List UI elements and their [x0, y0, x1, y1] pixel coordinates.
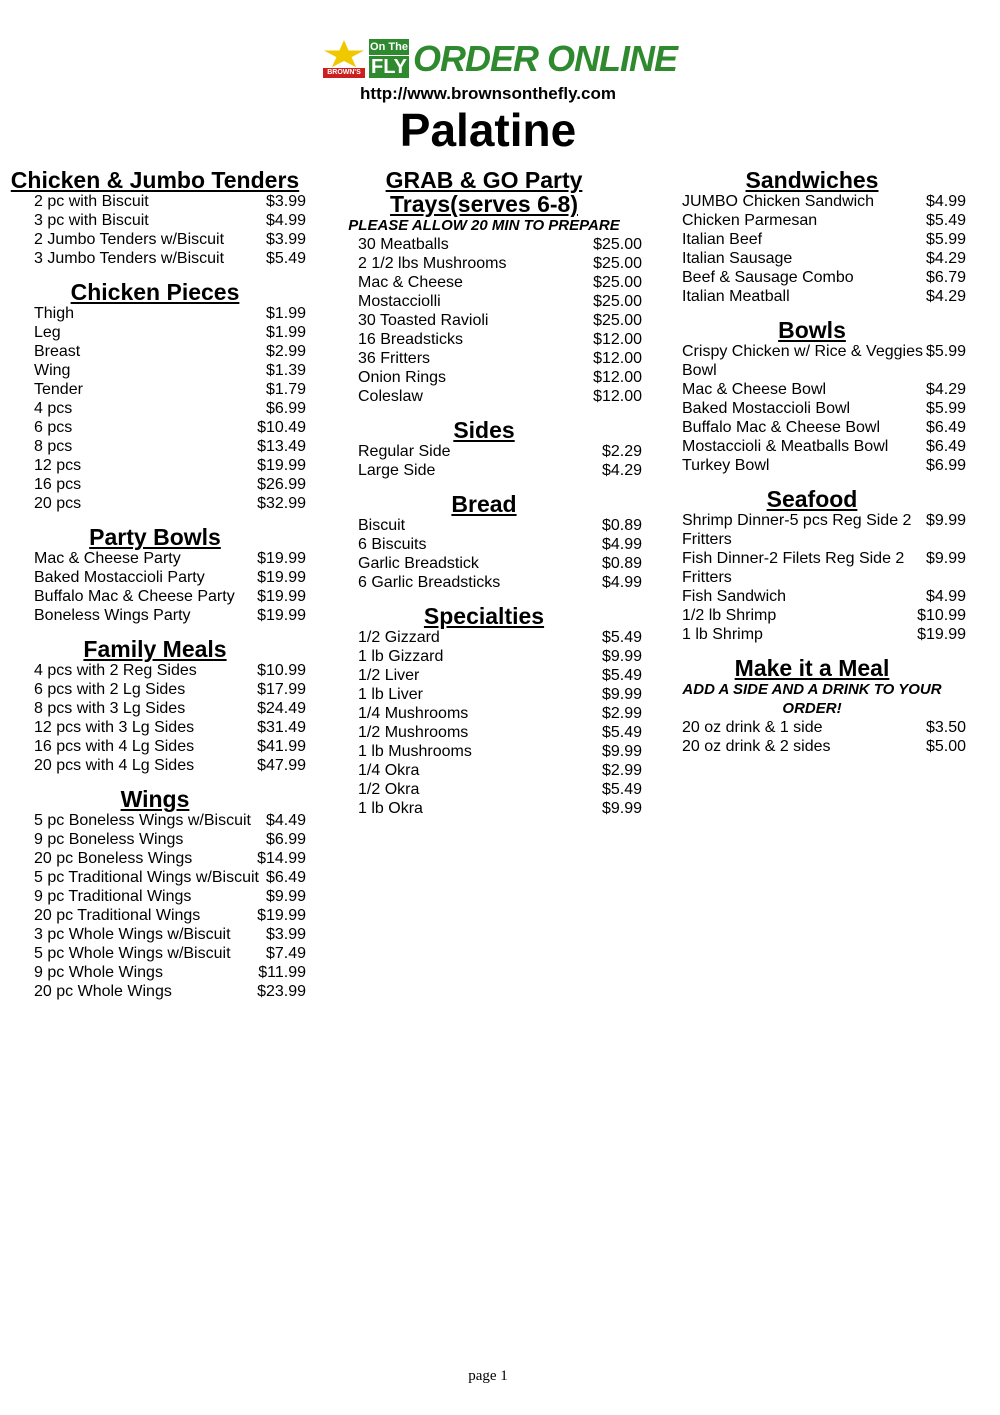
menu-item — [322, 573, 646, 592]
item-name: 1 lb Liver — [358, 686, 423, 703]
item-price: $3.99 — [265, 231, 306, 248]
item-name: Mostaccioli & Meatballs Bowl — [682, 438, 889, 455]
item-price: $2.99 — [265, 343, 306, 360]
menu-item — [0, 718, 310, 737]
section-title: Chicken Pieces — [70, 279, 240, 305]
item-name: 20 oz drink & 2 sides — [682, 738, 831, 755]
item-name: Tender — [34, 381, 83, 398]
menu-section — [656, 487, 968, 644]
menu-section — [656, 168, 968, 306]
menu-section — [322, 418, 646, 480]
item-name: 1/2 lb Shrimp — [682, 607, 777, 624]
menu-column-right — [656, 168, 968, 768]
section-title: Seafood — [766, 486, 858, 512]
item-name: Chicken Parmesan — [682, 212, 818, 229]
menu-item — [0, 680, 310, 699]
menu-item — [656, 342, 968, 380]
menu-item — [322, 235, 646, 254]
menu-item — [0, 342, 310, 361]
menu-item — [0, 230, 310, 249]
item-name: 1/4 Okra — [358, 762, 420, 779]
menu-item — [322, 761, 646, 780]
menu-column-left — [0, 168, 310, 1013]
item-price: $5.99 — [925, 231, 966, 248]
menu-item — [0, 737, 310, 756]
menu-item — [322, 461, 646, 480]
item-name: Coleslaw — [358, 388, 423, 405]
menu-item — [322, 254, 646, 273]
item-price: $17.99 — [257, 681, 306, 698]
item-price: $11.99 — [258, 964, 306, 981]
item-name: 20 pcs — [34, 495, 82, 512]
item-price: $6.99 — [265, 831, 306, 848]
item-name: 6 Biscuits — [358, 536, 427, 553]
item-price: $24.49 — [257, 700, 306, 717]
item-price: $6.99 — [925, 457, 966, 474]
section-title: Make it a Meal — [734, 655, 890, 681]
item-price: $4.99 — [265, 212, 306, 229]
item-price: $10.49 — [257, 419, 306, 436]
item-name: 16 pcs — [34, 476, 82, 493]
item-price: $1.79 — [265, 381, 306, 398]
item-price: $4.99 — [925, 588, 966, 605]
item-name: 1 lb Shrimp — [682, 626, 763, 643]
item-name: 1/2 Mushrooms — [358, 724, 469, 741]
menu-item — [322, 554, 646, 573]
section-title: Family Meals — [83, 636, 227, 662]
item-name: Crispy Chicken w/ Rice & Veggies Bowl — [682, 343, 923, 379]
menu-item — [0, 399, 310, 418]
item-name: Boneless Wings Party — [34, 607, 191, 624]
item-name: 2 1/2 lbs Mushrooms — [358, 255, 507, 272]
item-price: $12.00 — [593, 369, 642, 386]
item-price: $25.00 — [593, 255, 642, 272]
item-price: $3.99 — [265, 926, 306, 943]
menu-item — [656, 399, 968, 418]
item-price: $41.99 — [257, 738, 306, 755]
item-price: $0.89 — [601, 555, 642, 572]
menu-item — [656, 268, 968, 287]
item-name: 12 pcs with 3 Lg Sides — [34, 719, 195, 736]
menu-item — [322, 723, 646, 742]
item-price: $6.49 — [265, 869, 306, 886]
menu-item — [0, 418, 310, 437]
item-price: $6.49 — [925, 438, 966, 455]
item-price: $2.99 — [601, 705, 642, 722]
menu-section — [322, 492, 646, 592]
menu-item — [322, 330, 646, 349]
brand-star-icon — [323, 40, 365, 78]
menu-item — [322, 442, 646, 461]
section-title: Wings — [120, 786, 190, 812]
logo-brand-text: BROWN'S — [327, 69, 361, 76]
item-price: $19.99 — [257, 550, 306, 567]
page-number: page 1 — [468, 1368, 508, 1384]
item-price: $1.99 — [265, 305, 306, 322]
item-name: 1/2 Okra — [358, 781, 420, 798]
item-price: $12.00 — [593, 350, 642, 367]
menu-item — [322, 535, 646, 554]
item-name: Baked Mostaccioli Bowl — [682, 400, 851, 417]
menu-item — [0, 849, 310, 868]
menu-item — [0, 456, 310, 475]
item-name: Wing — [34, 362, 71, 379]
section-title: GRAB & GO Party Trays(serves 6-8) — [385, 167, 583, 217]
item-name: 8 pcs — [34, 438, 73, 455]
item-price: $4.29 — [925, 381, 966, 398]
menu-item — [0, 304, 310, 323]
item-name: 3 pc Whole Wings w/Biscuit — [34, 926, 231, 943]
menu-item — [322, 685, 646, 704]
menu-item — [0, 549, 310, 568]
item-name: 3 pc with Biscuit — [34, 212, 149, 229]
item-price: $6.99 — [265, 400, 306, 417]
item-price: $5.00 — [925, 738, 966, 755]
item-name: Shrimp Dinner-5 pcs Reg Side 2 Fritters — [682, 512, 912, 548]
item-name: Mostacciolli — [358, 293, 441, 310]
item-price: $5.49 — [601, 724, 642, 741]
item-price: $6.79 — [925, 269, 966, 286]
menu-section — [0, 525, 310, 625]
menu-item — [0, 475, 310, 494]
item-name: 30 Meatballs — [358, 236, 449, 253]
item-price: $12.00 — [593, 388, 642, 405]
menu-item — [0, 323, 310, 342]
menu-item — [656, 511, 968, 549]
website-url[interactable]: http://www.brownsonthefly.com — [360, 84, 616, 103]
item-price: $3.99 — [265, 193, 306, 210]
section-title: Chicken & Jumbo Tenders — [10, 167, 300, 193]
item-name: 6 pcs with 2 Lg Sides — [34, 681, 186, 698]
order-online-logo — [323, 38, 678, 80]
item-name: 2 pc with Biscuit — [34, 193, 149, 210]
menu-item — [322, 780, 646, 799]
item-name: Onion Rings — [358, 369, 447, 386]
item-price: $19.99 — [917, 626, 966, 643]
item-price: $9.99 — [601, 686, 642, 703]
item-name: Garlic Breadstick — [358, 555, 479, 572]
menu-item — [0, 887, 310, 906]
item-price: $5.99 — [925, 400, 966, 417]
item-name: 20 pc Whole Wings — [34, 983, 172, 1000]
item-price: $6.49 — [925, 419, 966, 436]
menu-section — [322, 604, 646, 818]
menu-item — [656, 192, 968, 211]
item-name: Large Side — [358, 462, 436, 479]
section-title: Party Bowls — [89, 524, 221, 550]
menu-item — [656, 456, 968, 475]
item-price: $7.49 — [265, 945, 306, 962]
section-note: PLEASE ALLOW 20 MIN TO PREPARE — [348, 217, 620, 234]
item-price: $4.99 — [601, 574, 642, 591]
item-price: $5.49 — [601, 667, 642, 684]
item-name: Beef & Sausage Combo — [682, 269, 854, 286]
item-price: $0.89 — [601, 517, 642, 534]
menu-section — [0, 280, 310, 513]
item-price: $2.29 — [601, 443, 642, 460]
menu-item — [322, 742, 646, 761]
item-price: $10.99 — [257, 662, 306, 679]
item-name: Buffalo Mac & Cheese Bowl — [682, 419, 881, 436]
item-name: 9 pc Traditional Wings — [34, 888, 192, 905]
menu-item — [0, 587, 310, 606]
menu-section — [656, 656, 968, 756]
menu-item — [0, 568, 310, 587]
item-price: $5.49 — [925, 212, 966, 229]
item-name: 1 lb Okra — [358, 800, 423, 817]
menu-item — [0, 944, 310, 963]
item-price: $47.99 — [257, 757, 306, 774]
menu-item — [656, 287, 968, 306]
item-name: 4 pcs with 2 Reg Sides — [34, 662, 197, 679]
item-name: 20 pc Traditional Wings — [34, 907, 201, 924]
item-name: 2 Jumbo Tenders w/Biscuit — [34, 231, 225, 248]
item-name: Mac & Cheese Party — [34, 550, 181, 567]
item-price: $25.00 — [593, 274, 642, 291]
item-name: 8 pcs with 3 Lg Sides — [34, 700, 186, 717]
item-price: $4.29 — [925, 250, 966, 267]
item-name: 5 pc Boneless Wings w/Biscuit — [34, 812, 251, 829]
section-note: ADD A SIDE AND A DRINK TO YOUR ORDER! — [682, 681, 942, 717]
item-name: JUMBO Chicken Sandwich — [682, 193, 875, 210]
item-price: $19.99 — [257, 607, 306, 624]
item-name: 20 pc Boneless Wings — [34, 850, 193, 867]
item-price: $25.00 — [593, 293, 642, 310]
menu-item — [0, 756, 310, 775]
menu-item — [322, 368, 646, 387]
item-price: $9.99 — [925, 550, 966, 567]
item-name: 9 pc Whole Wings — [34, 964, 163, 981]
item-name: Mac & Cheese — [358, 274, 463, 291]
item-name: 1/2 Liver — [358, 667, 420, 684]
menu-item — [322, 349, 646, 368]
menu-item — [322, 311, 646, 330]
menu-item — [322, 387, 646, 406]
item-name: 1 lb Gizzard — [358, 648, 444, 665]
item-name: 4 pcs — [34, 400, 73, 417]
item-name: Buffalo Mac & Cheese Party — [34, 588, 235, 605]
menu-item — [656, 211, 968, 230]
item-price: $9.99 — [601, 743, 642, 760]
menu-item — [656, 549, 968, 587]
menu-item — [322, 273, 646, 292]
item-name: 9 pc Boneless Wings — [34, 831, 184, 848]
menu-item — [0, 699, 310, 718]
item-price: $10.99 — [917, 607, 966, 624]
menu-item — [322, 799, 646, 818]
item-name: Leg — [34, 324, 61, 341]
logo-fly-text: FLY — [369, 56, 409, 78]
item-price: $5.49 — [601, 781, 642, 798]
item-name: Thigh — [34, 305, 75, 322]
item-name: 30 Toasted Ravioli — [358, 312, 489, 329]
menu-item — [0, 211, 310, 230]
menu-item — [0, 868, 310, 887]
item-price: $25.00 — [593, 312, 642, 329]
menu-section — [0, 637, 310, 775]
menu-item — [0, 437, 310, 456]
item-name: Turkey Bowl — [682, 457, 770, 474]
item-name: 6 pcs — [34, 419, 73, 436]
item-name: Biscuit — [358, 517, 406, 534]
section-title: Sandwiches — [745, 167, 879, 193]
menu-item — [656, 606, 968, 625]
section-title: Specialties — [423, 603, 545, 629]
item-price: $4.49 — [265, 812, 306, 829]
menu-item — [0, 192, 310, 211]
menu-section — [322, 168, 646, 406]
item-name: Italian Beef — [682, 231, 763, 248]
menu-column-center — [322, 168, 646, 830]
logo-order-online-text: ORDER ONLINE — [413, 38, 678, 79]
menu-item — [0, 606, 310, 625]
menu-item — [656, 418, 968, 437]
logo-on-the-text: On The — [370, 41, 408, 53]
menu-item — [656, 230, 968, 249]
menu-item — [656, 625, 968, 644]
menu-item — [322, 704, 646, 723]
menu-item — [656, 587, 968, 606]
menu-item — [322, 628, 646, 647]
item-name: 1/4 Mushrooms — [358, 705, 469, 722]
item-name: 5 pc Whole Wings w/Biscuit — [34, 945, 231, 962]
item-price: $9.99 — [601, 648, 642, 665]
item-price: $9.99 — [601, 800, 642, 817]
item-price: $4.99 — [601, 536, 642, 553]
item-name: Regular Side — [358, 443, 451, 460]
item-price: $2.99 — [601, 762, 642, 779]
item-name: Fish Dinner-2 Filets Reg Side 2 Fritters — [682, 550, 905, 586]
section-title: Sides — [453, 417, 515, 443]
menu-item — [656, 249, 968, 268]
section-title: Bread — [451, 491, 517, 517]
menu-item — [656, 380, 968, 399]
item-price: $9.99 — [925, 512, 966, 529]
item-price: $13.49 — [257, 438, 306, 455]
item-price: $9.99 — [265, 888, 306, 905]
item-name: 20 pcs with 4 Lg Sides — [34, 757, 195, 774]
item-price: $5.99 — [925, 343, 966, 360]
item-name: 16 pcs with 4 Lg Sides — [34, 738, 195, 755]
item-price: $5.49 — [601, 629, 642, 646]
item-name: 36 Fritters — [358, 350, 431, 367]
item-price: $32.99 — [257, 495, 306, 512]
item-price: $4.99 — [925, 193, 966, 210]
item-price: $4.29 — [601, 462, 642, 479]
menu-item — [0, 811, 310, 830]
menu-section — [0, 168, 310, 268]
item-name: 20 oz drink & 1 side — [682, 719, 823, 736]
item-price: $25.00 — [593, 236, 642, 253]
menu-item — [656, 437, 968, 456]
item-price: $4.29 — [925, 288, 966, 305]
menu-item — [322, 666, 646, 685]
item-name: 6 Garlic Breadsticks — [358, 574, 501, 591]
item-name: 5 pc Traditional Wings w/Biscuit — [34, 869, 259, 886]
menu-item — [0, 925, 310, 944]
item-name: Breast — [34, 343, 81, 360]
item-price: $12.00 — [593, 331, 642, 348]
item-price: $14.99 — [257, 850, 306, 867]
item-name: Fish Sandwich — [682, 588, 787, 605]
item-name: 12 pcs — [34, 457, 82, 474]
item-name: Baked Mostaccioli Party — [34, 569, 205, 586]
item-price: $5.49 — [265, 250, 306, 267]
item-name: Italian Meatball — [682, 288, 790, 305]
item-price: $23.99 — [257, 983, 306, 1000]
item-price: $1.99 — [265, 324, 306, 341]
menu-item — [0, 361, 310, 380]
menu-item — [0, 906, 310, 925]
menu-section — [656, 318, 968, 475]
menu-item — [322, 516, 646, 535]
item-price: $1.39 — [265, 362, 306, 379]
item-price: $26.99 — [257, 476, 306, 493]
section-title: Bowls — [778, 317, 846, 343]
menu-item — [656, 718, 968, 737]
menu-item — [0, 830, 310, 849]
item-price: $19.99 — [257, 588, 306, 605]
item-name: 3 Jumbo Tenders w/Biscuit — [34, 250, 225, 267]
item-name: 1/2 Gizzard — [358, 629, 440, 646]
menu-item — [0, 963, 310, 982]
menu-item — [322, 292, 646, 311]
item-name: Mac & Cheese Bowl — [682, 381, 827, 398]
item-price: $19.99 — [257, 569, 306, 586]
menu-item — [0, 982, 310, 1001]
menu-item — [0, 661, 310, 680]
menu-item — [0, 494, 310, 513]
item-price: $3.50 — [925, 719, 966, 736]
menu-item — [0, 249, 310, 268]
menu-item — [322, 647, 646, 666]
location-title: Palatine — [399, 104, 577, 156]
item-price: $19.99 — [257, 457, 306, 474]
menu-section — [0, 787, 310, 1001]
item-name: Italian Sausage — [682, 250, 793, 267]
item-price: $19.99 — [257, 907, 306, 924]
menu-item — [656, 737, 968, 756]
item-name: 1 lb Mushrooms — [358, 743, 472, 760]
item-price: $31.49 — [257, 719, 306, 736]
item-name: 16 Breadsticks — [358, 331, 463, 348]
menu-item — [0, 380, 310, 399]
